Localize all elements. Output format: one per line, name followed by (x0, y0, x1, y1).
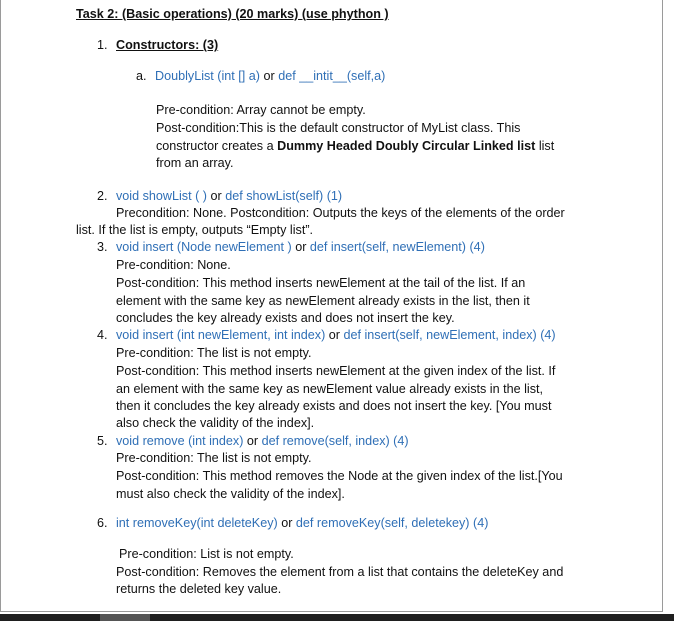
section-2-line-2: list. If the list is empty, outputs “Empty list”. (76, 223, 314, 237)
section-4-python-signature: def insert(self, newElement, index) (4) (343, 328, 556, 342)
section-1a-signature (136, 69, 385, 84)
section-4-precondition: Pre-condition: The list is not empty. (116, 346, 312, 360)
section-2-number: 2. (97, 189, 108, 203)
section-5-heading (97, 434, 409, 449)
text-run: list (535, 139, 555, 153)
section-5-number: 5. (97, 434, 108, 448)
or-text: or (207, 189, 226, 203)
section-6-number: 6. (97, 516, 108, 530)
bold-term: Dummy Headed Doubly Circular Linked list (277, 139, 536, 153)
section-1a-python-signature: def __intit__(self,a) (278, 69, 386, 83)
section-1-postcondition-line-1: Post-condition:This is the default constructor of MyList class. This (156, 121, 521, 135)
section-2-java-signature: void showList ( ) (116, 189, 207, 203)
section-6-postcondition-line-1: Post-condition: Removes the element from a list that contains the deleteKey and (116, 565, 564, 579)
section-3-number: 3. (97, 240, 108, 254)
or-text: or (291, 240, 310, 254)
bottom-bar-segment (100, 614, 150, 621)
section-5-postcondition-line-2: must also check the validity of the index]. (116, 487, 345, 501)
section-5-precondition: Pre-condition: The list is not empty. (116, 451, 312, 465)
section-3-postcondition-line-1: Post-condition: This method inserts newElement at the tail of the list. If an (116, 276, 526, 290)
section-1-precondition: Pre-condition: Array cannot be empty. (156, 103, 366, 117)
or-text: or (325, 328, 344, 342)
section-6-postcondition-line-2: returns the deleted key value. (116, 582, 282, 596)
or-text: or (277, 516, 296, 530)
or-text: or (243, 434, 262, 448)
section-3-postcondition-line-3: concludes the key already exists and does not insert the key. (116, 311, 455, 325)
section-3-precondition: Pre-condition: None. (116, 258, 231, 272)
section-6-python-signature: def removeKey(self, deletekey) (4) (295, 516, 489, 530)
section-1-postcondition-line-2 (156, 139, 554, 154)
section-4-number: 4. (97, 328, 108, 342)
section-4-java-signature: void insert (int newElement, int index) (116, 328, 326, 342)
or-text: or (260, 69, 279, 83)
section-4-postcondition-line-1: Post-condition: This method inserts newElement at the given index of the list. If (116, 364, 556, 378)
section-4-heading (97, 328, 556, 343)
section-3-python-signature: def insert(self, newElement) (4) (309, 240, 485, 254)
section-6-java-signature: int removeKey(int deleteKey) (116, 516, 278, 530)
section-4-postcondition-line-4: also check the validity of the index]. (116, 416, 315, 430)
section-2-python-signature: def showList(self) (1) (225, 189, 343, 203)
section-4-postcondition-line-2: an element with the same key as newElement value already exists in the list, (116, 382, 544, 396)
text-run: constructor creates a (156, 139, 278, 153)
section-6-precondition: Pre-condition: List is not empty. (119, 547, 294, 561)
section-6-heading (97, 516, 488, 531)
section-1a-java-signature: DoublyList (int [] a) (155, 69, 260, 83)
section-1a-letter: a. (136, 69, 147, 83)
section-1-title: Constructors: (3) (116, 38, 219, 52)
section-1-postcondition-line-3: from an array. (156, 156, 234, 170)
section-2-line-1: Precondition: None. Postcondition: Outputs the keys of the elements of the order (116, 206, 565, 220)
section-3-java-signature: void insert (Node newElement ) (116, 240, 292, 254)
bottom-bar (0, 614, 674, 621)
section-5-postcondition-line-1: Post-condition: This method removes the Node at the given index of the list.[You (116, 469, 563, 483)
section-1-number: 1. (97, 38, 108, 52)
section-3-heading (97, 240, 485, 255)
section-5-python-signature: def remove(self, index) (4) (261, 434, 409, 448)
section-2-heading (97, 189, 342, 204)
section-3-postcondition-line-2: element with the same key as newElement already exists in the list, then it (116, 294, 530, 308)
section-4-postcondition-line-3: then it concludes the key already exists and does not insert the key. [You must (116, 399, 552, 413)
section-5-java-signature: void remove (int index) (116, 434, 244, 448)
task-title: Task 2: (Basic operations) (20 marks) (use phython ) (76, 7, 389, 21)
section-1-heading (97, 38, 218, 53)
